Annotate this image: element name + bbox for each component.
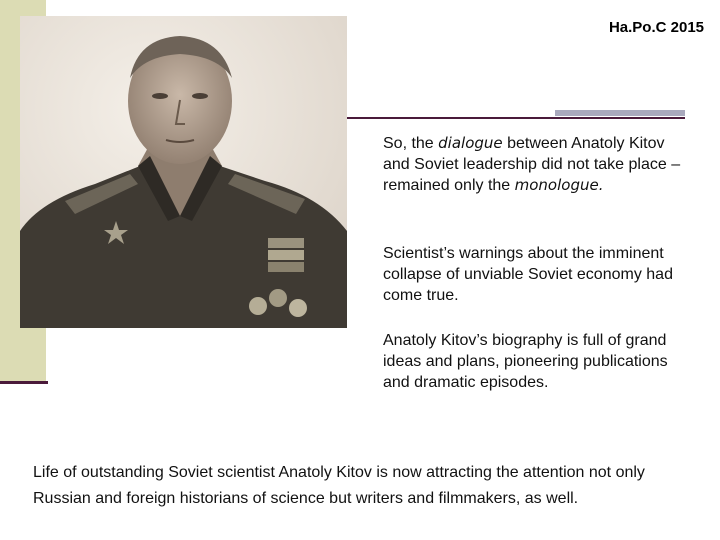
paragraph-biography: Anatoly Kitov’s biography is full of grand ideas and plans, pioneering publications and dramatic episodes. xyxy=(383,332,668,391)
page-title: Ha.Po.C 2015 xyxy=(608,19,704,36)
accent-rule-dark xyxy=(347,117,685,119)
paragraph-warnings: Scientist’s warnings about the imminent collapse of unviable Soviet economy had come true. xyxy=(383,245,673,304)
paragraph-dialogue: So, the dialogue between Anatoly Kitov and Soviet leadership did not take place – remained only the monologue. xyxy=(383,134,681,194)
portrait-illustration xyxy=(20,16,347,328)
left-accent-rule xyxy=(0,381,48,384)
emphasis-dialogue: dialogue xyxy=(438,134,503,152)
footer-paragraph: Life of outstanding Soviet scientist Anatoly Kitov is now attracting the attention not only Russian and foreign historians of science but writers and filmmakers, as well. xyxy=(33,464,645,507)
emphasis-monologue: monologue. xyxy=(514,176,604,194)
portrait-photo xyxy=(20,16,347,328)
accent-rule-grey xyxy=(555,110,685,116)
